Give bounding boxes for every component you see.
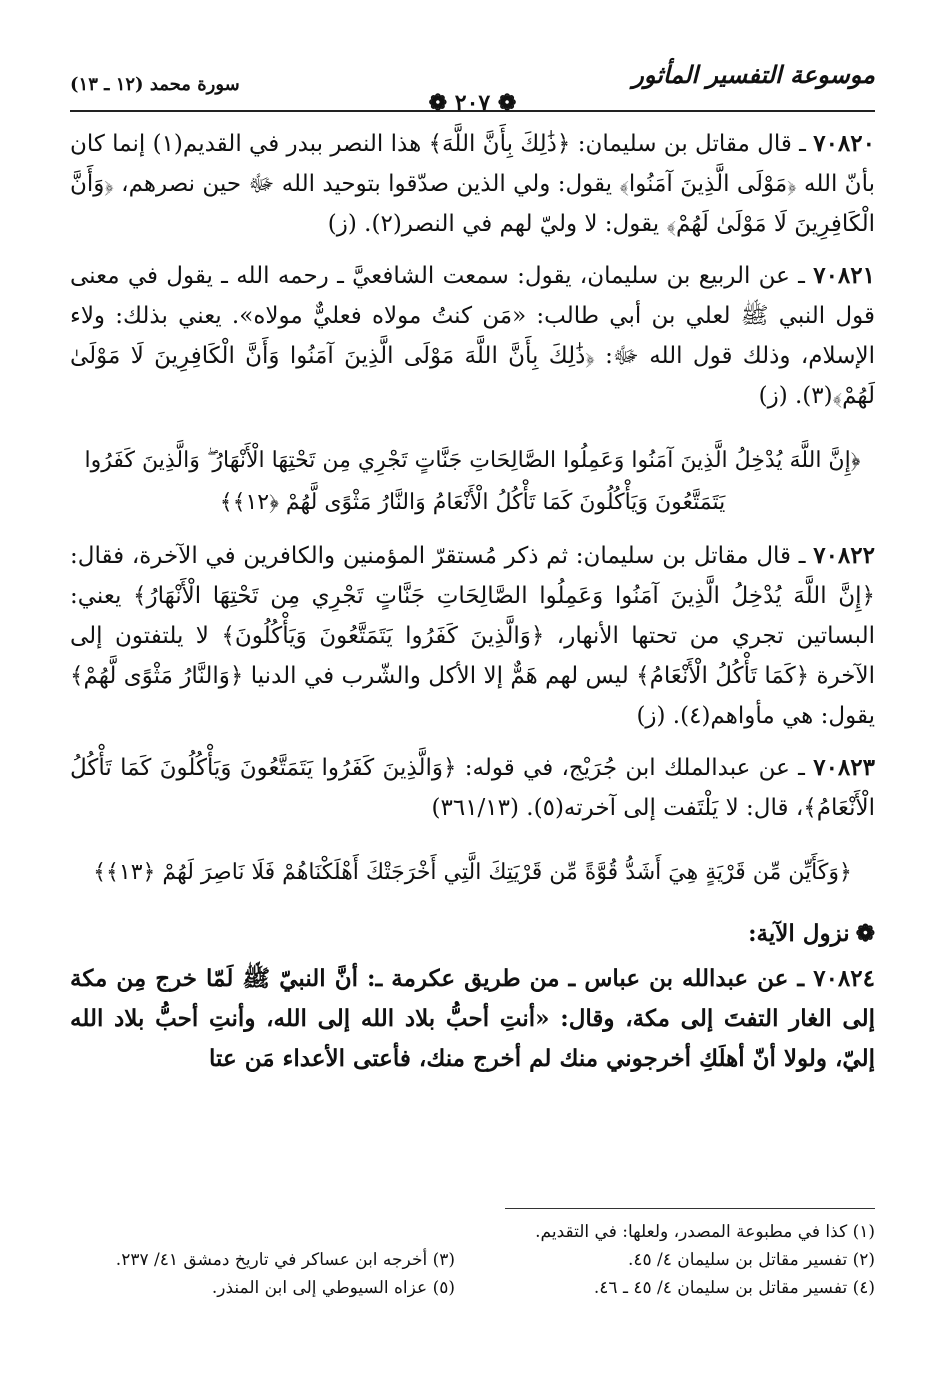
paragraph — [70, 124, 875, 244]
paragraph — [70, 536, 875, 736]
narration-text: ـ عن عبدالملك ابن جُرَيْج، في قوله: ﴿وَالَّذِينَ كَفَرُوا يَتَمَتَّعُونَ وَيَأْكُلُونَ كَمَا تَأْكُلُ الْأَنْعَامُ﴾، قال: لا يَلْتَفت إلى آخرته(٥). (٣٦١/١٣) — [70, 755, 875, 821]
narration-number: ٧٠٨٢٠ — [813, 130, 875, 157]
paragraph — [70, 959, 875, 1079]
footnote: (٣) أخرجه ابن عساكر في تاريخ دمشق ٤١/ ٢٣٧. — [115, 1250, 455, 1270]
paragraph — [70, 256, 875, 416]
narration-text: ـ قال مقاتل بن سليمان: ﴿ذَٰلِكَ بِأَنَّ اللَّهَ﴾ هذا النصر ببدر في القديم(١) إنما كان بأنّ الله ﴿مَوْلَى الَّذِينَ آمَنُوا﴾ يقول: ولي الذين صدّقوا بتوحيد الله ﷻ حين نصرهم، ﴿وَأَنَّ الْكَافِرِينَ لَا مَوْلَىٰ لَهُمْ﴾ يقول: لا وليّ لهم في النصر(٢). (ز) — [70, 131, 875, 237]
page-number: ❁ ٢٠٧ ❁ — [428, 90, 517, 116]
narration-number: ٧٠٨٢٤ — [813, 965, 875, 992]
footnote: (٢) تفسير مقاتل بن سليمان ٤/ ٤٥. — [627, 1250, 875, 1270]
footnote: (١) كذا في مطبوعة المصدر، ولعلها: في التقديم. — [535, 1222, 875, 1242]
narration-number: ٧٠٨٢١ — [813, 262, 875, 289]
narration-text: ـ عن الربيع بن سليمان، يقول: سمعت الشافعيَّ ـ رحمه الله ـ يقول في معنى قول النبي ﷺ لعلي بن أبي طالب: «مَن كنتُ مولاه فعليٌّ مولاه». يعني بذلك: ولاء الإسلام، وذلك قول الله ﷻ: ﴿ذَٰلِكَ بِأَنَّ اللَّهَ مَوْلَى الَّذِينَ آمَنُوا وَأَنَّ الْكَافِرِينَ لَا مَوْلَىٰ لَهُمْ﴾(٣). (ز) — [70, 263, 875, 409]
section-heading — [70, 920, 875, 947]
section-title: نزول الآية: — [748, 920, 850, 947]
footnote: (٤) تفسير مقاتل بن سليمان ٤/ ٤٥ ـ ٤٦. — [593, 1278, 875, 1298]
footnote: (٥) عزاه السيوطي إلى ابن المنذر. — [211, 1278, 455, 1298]
footnote-rule — [505, 1208, 875, 1209]
narration-number: ٧٠٨٢٢ — [813, 542, 875, 569]
paragraph — [70, 748, 875, 828]
narration-text: ـ عن عبدالله بن عباس ـ من طريق عكرمة ـ: أنَّ النبيّ ﷺ لَمّا خرج مِن مكة إلى الغار التفتَ إلى مكة، وقال: «أنتِ أحبُّ بلاد الله إلى الله، وأنتِ أحبُّ بلاد الله إليّ، ولولا أنّ أهلَكِ أخرجوني منك لم أخرج منك، فأعتى الأعداء مَن عتا — [70, 965, 875, 1072]
quran-verse: ﴿وَكَأَيِّن مِّن قَرْيَةٍ هِيَ أَشَدُّ قُوَّةً مِّن قَرْيَتِكَ الَّتِي أَخْرَجَتْكَ أَهْلَكْنَاهُمْ فَلَا نَاصِرَ لَهُمْ ﴿١٣﴾﴾ — [93, 860, 852, 885]
flower-ornament-icon: ❁ — [855, 920, 875, 947]
surah-label: سورة محمد (١٢ ـ ١٣) — [70, 74, 240, 95]
page — [70, 60, 875, 1298]
running-header — [70, 60, 875, 116]
narration-number: ٧٠٨٢٣ — [813, 754, 875, 781]
quran-verse: ﴿إِنَّ اللَّهَ يُدْخِلُ الَّذِينَ آمَنُوا وَعَمِلُوا الصَّالِحَاتِ جَنَّاتٍ تَجْرِي مِن تَحْتِهَا الْأَنْهَارُ ۖ وَالَّذِينَ كَفَرُوا يَتَمَتَّعُونَ وَيَأْكُلُونَ كَمَا تَأْكُلُ الْأَنْعَامُ وَالنَّارُ مَثْوًى لَّهُمْ ﴿١٢﴾﴾ — [84, 448, 861, 515]
narration-text: ـ قال مقاتل بن سليمان: ثم ذكر مُستقرّ المؤمنين والكافرين في الآخرة، فقال: ﴿إِنَّ اللَّهَ يُدْخِلُ الَّذِينَ آمَنُوا وَعَمِلُوا الصَّالِحَاتِ جَنَّاتٍ تَجْرِي مِن تَحْتِهَا الْأَنْهَارُ﴾ يعني: البساتين تجري من تحتها الأنهار، ﴿وَالَّذِينَ كَفَرُوا يَتَمَتَّعُونَ وَيَأْكُلُونَ﴾ لا يلتفتون إلى الآخرة ﴿كَمَا تَأْكُلُ الْأَنْعَامُ﴾ ليس لهم هَمٌّ إلا الأكل والشّرب في الدنيا ﴿وَالنَّارُ مَثْوًى لَّهُمْ﴾ يقول: هي مأواهم(٤). (ز) — [70, 543, 875, 729]
book-title: موسوعة التفسير المأثور — [632, 60, 875, 89]
